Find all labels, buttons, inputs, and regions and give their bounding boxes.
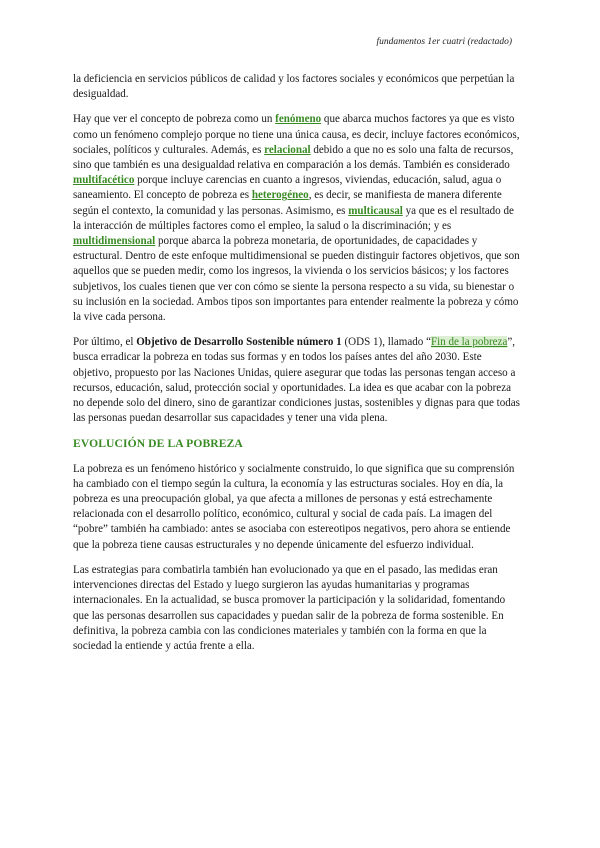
paragraph-intro-continuation: la deficiencia en servicios públicos de calidad y los factores sociales y económicos que perpetúan la desigualdad. — [73, 73, 515, 101]
text-run: ya que es el resultado de la interacción de múltiples factores como el empleo, la salud o la discriminación; y es — [73, 204, 514, 232]
keyword-multifacetico: multifacético — [73, 174, 135, 187]
paragraph-ods1 — [73, 335, 520, 426]
keyword-multicausal: multicausal — [348, 204, 403, 217]
text-run: porque abarca la pobreza monetaria, de oportunidades, de capacidades y estructural. Dentro de este enfoque multidimensional se pueden distinguir factores objetivos, que son aquellos que se pueden medir, como los ingresos, la vivienda o los servicios básicos; y los factores subjetivos, los cuales tienen que ver con cómo se siente la persona respecto a su vida, su bienestar o su inclusión en la sociedad. Ambos tipos son importantes para entender realmente la pobreza y cómo la vive cada persona. — [73, 235, 520, 324]
keyword-heterogeneo: heterogéneo — [251, 189, 309, 202]
text-run: , es decir, se manifiesta de manera diferente según el contexto, la comunidad y las personas. Asimismo, es — [73, 189, 502, 217]
text-run: porque incluye carencias en cuanto a ingresos, viviendas, educación, salud, agua o saneamiento. El concepto de pobreza es — [73, 174, 502, 202]
text-run: (ODS 1), llamado “ — [341, 336, 431, 349]
text-run: Hay que ver el concepto de pobreza como un — [73, 113, 276, 126]
keyword-fenomeno: fenómeno — [275, 113, 322, 126]
document-body — [73, 72, 520, 664]
bold-ods1-title: Objetivo de Desarrollo Sostenible número 1 — [136, 336, 342, 349]
paragraph-poverty-concept — [73, 112, 520, 325]
document-header: fundamentos 1er cuatri (redactado) — [376, 37, 512, 47]
text-run: que abarca muchos factores ya que es visto como un fenómeno complejo porque no tiene una única causa, es decir, incluye factores económicos, sociales, políticos y culturales. Además, es — [73, 113, 520, 156]
keyword-relacional: relacional — [264, 143, 311, 156]
link-fin-de-la-pobreza[interactable]: Fin de la pobreza — [430, 336, 508, 349]
text-run: debido a que no es solo una falta de recursos, sino que también es una desigualdad relativa en comparación a los demás. También es considerado — [73, 143, 514, 172]
paragraph-strategies: Las estrategias para combatirla también han evolucionado ya que en el pasado, las medidas eran intervenciones directas del Estado y luego surgieron las ayudas humanitarias y programas internacionales. En la actualidad, se busca promover la participación y la solidaridad, fomentando que las personas desarrollen sus capacidades y puedan salir de la pobreza de forma sostenible. En definitiva, la pobreza cambia con las condiciones materiales y también con la forma en que la sociedad la entiende y actúa frente a ella. — [73, 563, 506, 652]
section-heading: EVOLUCIÓN DE LA POBREZA — [73, 437, 243, 451]
text-run: ”, busca erradicar la pobreza en todas sus formas y en todos los países antes del año 2030. Este objetivo, propuesto por las Naciones Unidas, quiere asegurar que todas las personas tengan acceso a recursos, educación, salud, protección social y oportunidades. La idea es que acabar con la pobreza no depende solo del dinero, sino de garantizar condiciones justas, sostenibles y dignas para que todas las personas puedan desarrollar sus capacidades y tener una vida plena. — [73, 336, 520, 425]
text-run: Por último, el — [73, 336, 137, 349]
keyword-multidimensional: multidimensional — [73, 235, 156, 248]
paragraph-evolution: La pobreza es un fenómeno histórico y socialmente construido, lo que significa que su comprensión ha cambiado con el tiempo según la cultura, la economía y las estructuras sociales. Hoy en día, la pobreza es una preocupación global, ya que afecta a millones de personas y está estrechamente relacionada con el desarrollo político, económico, cultural y social de cada país. La imagen del “pobre” también ha cambiado: antes se asociaba con estereotipos negativos, pero ahora se entiende que la pobreza tiene causas estructurales y no depende únicamente del esfuerzo individual. — [73, 462, 515, 551]
